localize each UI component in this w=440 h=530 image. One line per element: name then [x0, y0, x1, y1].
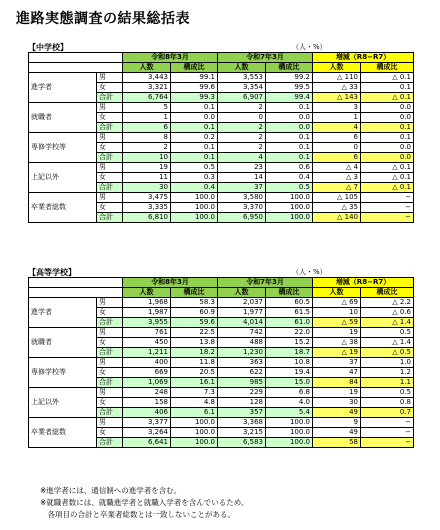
table-row	[29, 73, 414, 83]
value-cell: 0.1	[171, 143, 218, 153]
sex-label: 合計	[97, 123, 123, 133]
value-cell: 6.1	[171, 408, 218, 418]
value-cell: 37	[313, 358, 361, 368]
value-cell: 99.6	[171, 83, 218, 93]
value-cell: 99.5	[266, 83, 313, 93]
column-header-ratio: 構成比	[171, 288, 218, 298]
value-cell: △ 19	[313, 348, 361, 358]
value-cell: 229	[218, 388, 266, 398]
header-diff: 増減（R8−R7）	[313, 53, 414, 63]
sex-label: 女	[97, 203, 123, 213]
value-cell: 4	[313, 123, 361, 133]
value-cell: 2,037	[218, 298, 266, 308]
sex-label: 合計	[97, 153, 123, 163]
header-blank	[29, 63, 123, 73]
value-cell: 22.5	[171, 328, 218, 338]
value-cell: 0.6	[266, 163, 313, 173]
value-cell: △ 1.4	[361, 338, 414, 348]
value-cell: 0.0	[361, 143, 414, 153]
value-cell: −	[361, 428, 414, 438]
unit-label: （人・%）	[292, 268, 327, 276]
footnote: ※就職者数には、就職進学者と就職入学者を含んでいるため、	[40, 498, 249, 507]
value-cell: 6	[313, 153, 361, 163]
value-cell: 3,553	[218, 73, 266, 83]
value-cell: 3,443	[123, 73, 171, 83]
value-cell: 669	[123, 368, 171, 378]
value-cell: 0.1	[171, 103, 218, 113]
value-cell: 363	[218, 358, 266, 368]
value-cell: 1.2	[361, 368, 414, 378]
value-cell: 0.1	[266, 143, 313, 153]
value-cell: 15.2	[266, 338, 313, 348]
value-cell: 4,014	[218, 318, 266, 328]
value-cell: 60.9	[171, 308, 218, 318]
value-cell: 3,377	[123, 418, 171, 428]
sex-label: 合計	[97, 93, 123, 103]
value-cell: △ 38	[313, 338, 361, 348]
summary-table-junior-high	[28, 52, 414, 223]
value-cell: 3,370	[218, 203, 266, 213]
sex-label: 女	[97, 113, 123, 123]
header-blank	[29, 278, 123, 288]
value-cell: △ 0.6	[361, 308, 414, 318]
value-cell: 6,764	[123, 93, 171, 103]
value-cell: 13.8	[171, 338, 218, 348]
category-label: 就職者	[29, 328, 97, 358]
value-cell: 4.0	[266, 398, 313, 408]
category-label: 卒業者総数	[29, 418, 97, 448]
value-cell: △ 0.1	[361, 93, 414, 103]
value-cell: 16.1	[171, 378, 218, 388]
value-cell: 0.1	[361, 83, 414, 93]
category-label: 上記以外	[29, 163, 97, 193]
sex-label: 合計	[97, 408, 123, 418]
value-cell: 100.0	[266, 193, 313, 203]
category-label: 専修学校等	[29, 133, 97, 163]
value-cell: 10	[313, 308, 361, 318]
sex-label: 男	[97, 103, 123, 113]
value-cell: 100.0	[266, 418, 313, 428]
summary-table-high-school	[28, 277, 414, 448]
value-cell: 0.5	[361, 388, 414, 398]
value-cell: 761	[123, 328, 171, 338]
sex-label: 合計	[97, 348, 123, 358]
value-cell: 0	[218, 113, 266, 123]
value-cell: △ 0.1	[361, 163, 414, 173]
value-cell: 0.0	[361, 103, 414, 113]
section-label-junior-high: 【中学校】	[28, 43, 68, 52]
value-cell: 1.1	[361, 378, 414, 388]
value-cell: 15.0	[266, 378, 313, 388]
value-cell: 6,641	[123, 438, 171, 448]
header-r8: 令和8年3月	[123, 53, 218, 63]
value-cell: 6,810	[123, 213, 171, 223]
sex-label: 男	[97, 163, 123, 173]
value-cell: 0.0	[361, 153, 414, 163]
value-cell: 99.2	[266, 73, 313, 83]
table-row	[29, 358, 414, 368]
value-cell: 9	[313, 418, 361, 428]
value-cell: △ 143	[313, 93, 361, 103]
value-cell: 2	[218, 103, 266, 113]
value-cell: △ 35	[313, 203, 361, 213]
header-diff: 増減（R8−R7）	[313, 278, 414, 288]
footnote: ※進学者には、通信制への進学者を含む。	[40, 486, 182, 495]
value-cell: △ 33	[313, 83, 361, 93]
value-cell: 30	[123, 183, 171, 193]
value-cell: 19	[123, 163, 171, 173]
column-header-ratio: 構成比	[266, 63, 313, 73]
header-blank	[29, 288, 123, 298]
value-cell: 22.0	[266, 328, 313, 338]
column-header-count: 人数	[313, 288, 361, 298]
value-cell: 0.1	[266, 133, 313, 143]
table-row	[29, 298, 414, 308]
value-cell: △ 2.2	[361, 298, 414, 308]
value-cell: 0.0	[171, 113, 218, 123]
sex-label: 合計	[97, 438, 123, 448]
value-cell: 0.8	[361, 398, 414, 408]
column-header-ratio: 構成比	[266, 288, 313, 298]
value-cell: 58	[313, 438, 361, 448]
sex-label: 男	[97, 298, 123, 308]
value-cell: 0.1	[361, 123, 414, 133]
value-cell: 1	[123, 113, 171, 123]
value-cell: 10	[123, 153, 171, 163]
value-cell: 100.0	[266, 203, 313, 213]
sex-label: 合計	[97, 318, 123, 328]
header-r7: 令和7年3月	[218, 278, 313, 288]
value-cell: 1,211	[123, 348, 171, 358]
value-cell: 1,987	[123, 308, 171, 318]
value-cell: 19.4	[266, 368, 313, 378]
value-cell: 19	[313, 388, 361, 398]
value-cell: 100.0	[171, 203, 218, 213]
value-cell: 100.0	[266, 438, 313, 448]
footnotes	[40, 485, 248, 521]
sex-label: 合計	[97, 378, 123, 388]
value-cell: 20.5	[171, 368, 218, 378]
value-cell: 2	[218, 133, 266, 143]
value-cell: △ 7	[313, 183, 361, 193]
value-cell: △ 0.1	[361, 173, 414, 183]
value-cell: △ 0.5	[361, 348, 414, 358]
value-cell: △ 105	[313, 193, 361, 203]
value-cell: 60.5	[266, 298, 313, 308]
category-label: 進学者	[29, 298, 97, 328]
value-cell: 99.4	[266, 93, 313, 103]
value-cell: 19	[313, 328, 361, 338]
sex-label: 女	[97, 368, 123, 378]
value-cell: △ 59	[313, 318, 361, 328]
value-cell: 622	[218, 368, 266, 378]
value-cell: 450	[123, 338, 171, 348]
sex-label: 男	[97, 358, 123, 368]
value-cell: 0.5	[361, 328, 414, 338]
value-cell: 47	[313, 368, 361, 378]
sex-label: 男	[97, 73, 123, 83]
value-cell: △ 0.1	[361, 183, 414, 193]
value-cell: 1,230	[218, 348, 266, 358]
sex-label: 男	[97, 328, 123, 338]
value-cell: 3,955	[123, 318, 171, 328]
value-cell: △ 69	[313, 298, 361, 308]
column-header-count: 人数	[218, 288, 266, 298]
value-cell: 5	[123, 103, 171, 113]
value-cell: 0.0	[266, 113, 313, 123]
sex-label: 女	[97, 308, 123, 318]
value-cell: 6	[313, 133, 361, 143]
section-label-high-school: 【高等学校】	[28, 268, 76, 277]
sex-label: 女	[97, 173, 123, 183]
value-cell: 3,321	[123, 83, 171, 93]
value-cell: 61.0	[266, 318, 313, 328]
value-cell: 400	[123, 358, 171, 368]
value-cell: 1.0	[361, 358, 414, 368]
value-cell: 0.1	[171, 153, 218, 163]
sex-label: 合計	[97, 213, 123, 223]
value-cell: 0.5	[266, 183, 313, 193]
value-cell: △ 3	[313, 173, 361, 183]
header-r7: 令和7年3月	[218, 53, 313, 63]
table-row	[29, 103, 414, 113]
value-cell: 58.3	[171, 298, 218, 308]
value-cell: 0.4	[266, 173, 313, 183]
value-cell: 6	[123, 123, 171, 133]
column-header-count: 人数	[218, 63, 266, 73]
value-cell: 0.0	[266, 123, 313, 133]
value-cell: −	[361, 193, 414, 203]
value-cell: 11	[123, 173, 171, 183]
sex-label: 女	[97, 83, 123, 93]
value-cell: −	[361, 203, 414, 213]
table-row	[29, 388, 414, 398]
value-cell: 100.0	[171, 428, 218, 438]
value-cell: 3,335	[123, 203, 171, 213]
table-row	[29, 328, 414, 338]
value-cell: 5.4	[266, 408, 313, 418]
value-cell: 3,475	[123, 193, 171, 203]
value-cell: 61.5	[266, 308, 313, 318]
value-cell: −	[361, 438, 414, 448]
value-cell: 2	[218, 123, 266, 133]
sex-label: 女	[97, 428, 123, 438]
sex-label: 女	[97, 338, 123, 348]
value-cell: △ 0.1	[361, 73, 414, 83]
value-cell: 2	[218, 143, 266, 153]
table-row	[29, 418, 414, 428]
value-cell: 59.6	[171, 318, 218, 328]
column-header-ratio: 構成比	[361, 63, 414, 73]
value-cell: 357	[218, 408, 266, 418]
value-cell: 0.4	[171, 183, 218, 193]
sex-label: 男	[97, 193, 123, 203]
sex-label: 男	[97, 418, 123, 428]
value-cell: 6.8	[266, 388, 313, 398]
value-cell: 6,950	[218, 213, 266, 223]
column-header-ratio: 構成比	[171, 63, 218, 73]
value-cell: 84	[313, 378, 361, 388]
value-cell: 100.0	[266, 213, 313, 223]
value-cell: 0.0	[361, 113, 414, 123]
value-cell: 985	[218, 378, 266, 388]
value-cell: 30	[313, 398, 361, 408]
value-cell: 99.1	[171, 73, 218, 83]
value-cell: 1	[313, 113, 361, 123]
value-cell: 158	[123, 398, 171, 408]
value-cell: 99.3	[171, 93, 218, 103]
value-cell: 1,069	[123, 378, 171, 388]
value-cell: 0.1	[171, 123, 218, 133]
value-cell: 3,368	[218, 418, 266, 428]
value-cell: 18.7	[266, 348, 313, 358]
sex-label: 男	[97, 388, 123, 398]
value-cell: 10.8	[266, 358, 313, 368]
value-cell: 23	[218, 163, 266, 173]
value-cell: 49	[313, 408, 361, 418]
value-cell: 0.2	[171, 133, 218, 143]
value-cell: 4.8	[171, 398, 218, 408]
category-label: 進学者	[29, 73, 97, 103]
column-header-count: 人数	[123, 63, 171, 73]
category-label: 就職者	[29, 103, 97, 133]
value-cell: 100.0	[171, 418, 218, 428]
value-cell: 37	[218, 183, 266, 193]
value-cell: △ 4	[313, 163, 361, 173]
page-title: 進路実態調査の結果総括表	[16, 11, 190, 27]
value-cell: 488	[218, 338, 266, 348]
value-cell: 0.3	[171, 173, 218, 183]
header-blank	[29, 53, 123, 63]
value-cell: △ 110	[313, 73, 361, 83]
value-cell: 0.1	[361, 133, 414, 143]
value-cell: △ 1.4	[361, 318, 414, 328]
value-cell: 100.0	[171, 193, 218, 203]
column-header-count: 人数	[313, 63, 361, 73]
value-cell: −	[361, 213, 414, 223]
value-cell: △ 140	[313, 213, 361, 223]
value-cell: 100.0	[171, 213, 218, 223]
value-cell: 128	[218, 398, 266, 408]
value-cell: 100.0	[171, 438, 218, 448]
value-cell: 0	[313, 143, 361, 153]
footnote: 各項目の合計と卒業者総数とは一致しないことがある。	[40, 510, 235, 519]
value-cell: 18.2	[171, 348, 218, 358]
unit-label: （人・%）	[292, 43, 327, 51]
category-label: 専修学校等	[29, 358, 97, 388]
value-cell: 14	[218, 173, 266, 183]
value-cell: 406	[123, 408, 171, 418]
table-row	[29, 193, 414, 203]
value-cell: 7.3	[171, 388, 218, 398]
value-cell: 3	[313, 103, 361, 113]
value-cell: 1,977	[218, 308, 266, 318]
value-cell: 8	[123, 133, 171, 143]
sex-label: 女	[97, 143, 123, 153]
category-label: 卒業者総数	[29, 193, 97, 223]
value-cell: 11.8	[171, 358, 218, 368]
value-cell: 49	[313, 428, 361, 438]
value-cell: 0.5	[171, 163, 218, 173]
value-cell: 2	[123, 143, 171, 153]
value-cell: 0.7	[361, 408, 414, 418]
value-cell: 1,968	[123, 298, 171, 308]
sex-label: 女	[97, 398, 123, 408]
value-cell: −	[361, 418, 414, 428]
value-cell: 0.1	[266, 153, 313, 163]
value-cell: 248	[123, 388, 171, 398]
value-cell: 3,580	[218, 193, 266, 203]
category-label: 上記以外	[29, 388, 97, 418]
value-cell: 6,907	[218, 93, 266, 103]
value-cell: 4	[218, 153, 266, 163]
value-cell: 100.0	[266, 428, 313, 438]
table-row	[29, 133, 414, 143]
column-header-ratio: 構成比	[361, 288, 414, 298]
value-cell: 0.1	[266, 103, 313, 113]
value-cell: 6,583	[218, 438, 266, 448]
column-header-count: 人数	[123, 288, 171, 298]
table-row	[29, 163, 414, 173]
header-r8: 令和8年3月	[123, 278, 218, 288]
sex-label: 合計	[97, 183, 123, 193]
sex-label: 男	[97, 133, 123, 143]
value-cell: 3,354	[218, 83, 266, 93]
value-cell: 3,264	[123, 428, 171, 438]
value-cell: 3,215	[218, 428, 266, 438]
value-cell: 742	[218, 328, 266, 338]
